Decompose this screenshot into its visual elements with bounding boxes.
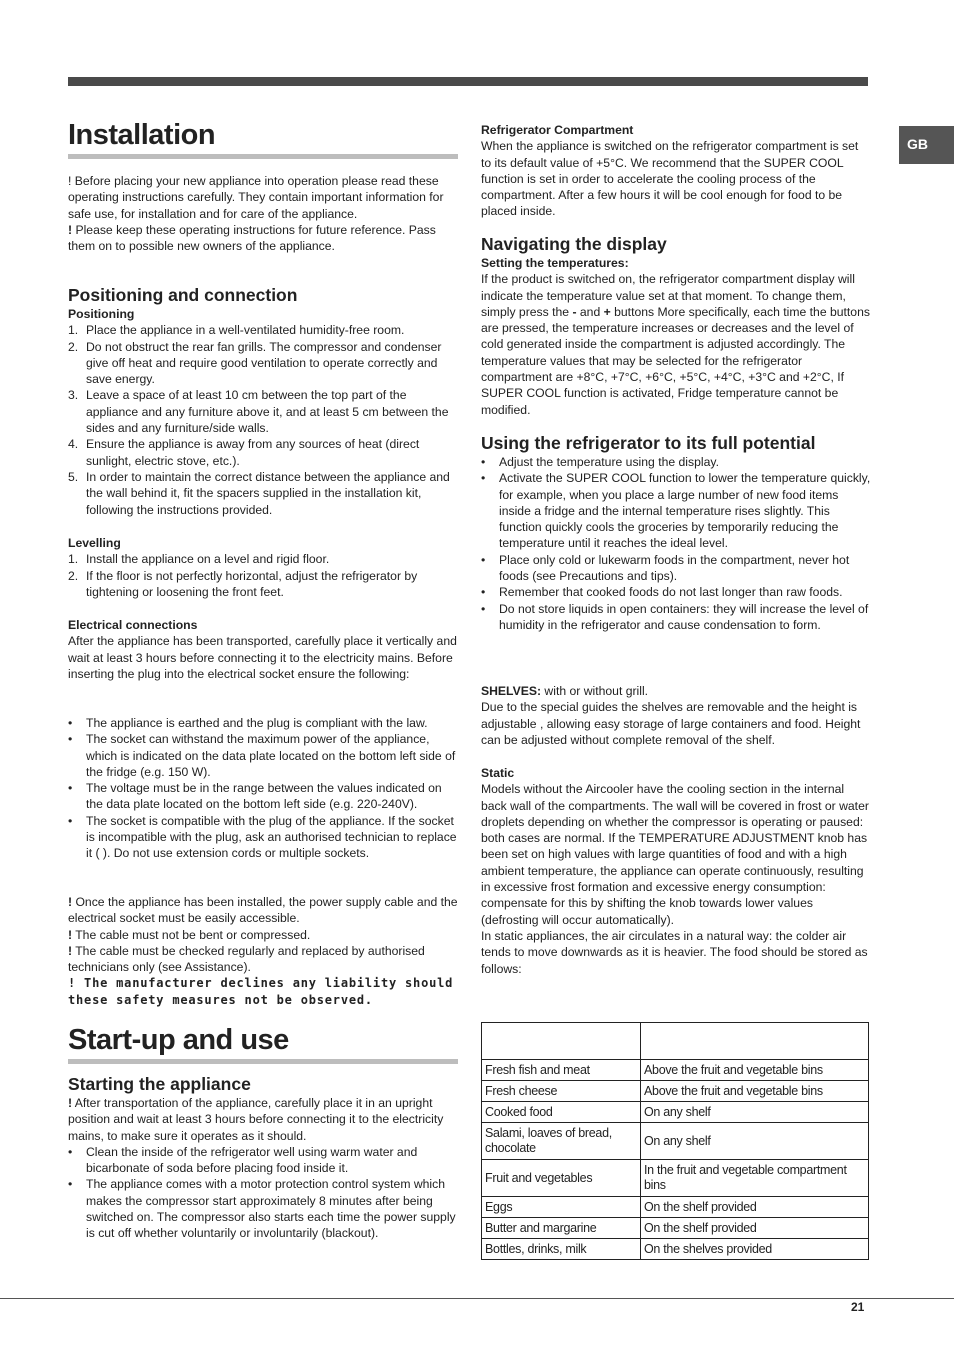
navigating-paragraph [481, 271, 871, 418]
warning-text: The cable must be checked regularly and replaced by authorised technicians only (see Assistance). [68, 943, 425, 975]
table-cell: On any shelf [641, 1123, 869, 1160]
warning-mark: ! [68, 895, 73, 909]
electrical-section [68, 617, 458, 682]
table-cell: On the shelves provided [641, 1239, 869, 1260]
installation-intro [68, 173, 458, 254]
list-item-text: The socket can withstand the maximum power of the appliance, which is indicated on the data plate located on the bottom left side of the fridge (e.g. 150 W). [86, 732, 456, 779]
fridge-subheading: Refrigerator Compartment [481, 123, 634, 137]
starting-heading: Starting the appliance [68, 1074, 251, 1094]
list-item: • The appliance comes with a motor protection control system which makes the compressor start approximately 8 minutes after being switched on. The compressor also starts each time the power supply is cut off whether voluntarily or involuntarily (blackout). [68, 1177, 456, 1241]
table-row [482, 1123, 869, 1160]
table-cell: On the shelf provided [641, 1218, 869, 1239]
warning-text: Once the appliance has been installed, the power supply cable and the electrical socket must be easily accessible. [68, 895, 458, 926]
positioning-section [68, 285, 458, 518]
startup-header [68, 1023, 458, 1064]
installation-header [68, 118, 458, 159]
static-section [481, 765, 871, 977]
list-item: 2. If the floor is not perfectly horizontal, adjust the refrigerator by tightening or loosening the front feet. [68, 568, 418, 599]
installation-title: Installation [68, 119, 216, 151]
using-list [481, 454, 871, 633]
list-item: • Clean the inside of the refrigerator well using warm water and bicarbonate of soda before placing food inside it. [68, 1144, 418, 1176]
table-cell: Above the fruit and vegetable bins [641, 1060, 869, 1081]
list-item: • The voltage must be in the range between the values indicated on the data plate located on the bottom left side (e.g. 220-240V). [68, 781, 442, 812]
list-item-text: Install the appliance on a level and rigid floor. [86, 552, 330, 567]
list-item-text: The voltage must be in the range between the values indicated on the data plate located on the bottom left side (e.g. 220-240V). [86, 781, 442, 812]
list-item-text: The appliance is earthed and the plug is compliant with the law. [86, 716, 428, 730]
nav-text: If the product is switched on, the refrigerator compartment display will indicate the temperature value set at that moment. To change them, simply press the [481, 272, 855, 319]
positioning-list [68, 322, 458, 518]
page-number: 21 [851, 1300, 865, 1314]
list-item-text: The appliance comes with a motor protection control system which makes the compressor start approximately 8 minutes after being switched on. The compressor also starts each time the power supply is cut off whether voluntarily or involuntarily (blackout). [86, 1177, 456, 1241]
warning-text: The cable must not be bent or compressed. [72, 927, 311, 942]
installation-title-rule [68, 154, 458, 159]
list-item: 1. Install the appliance on a level and rigid floor. [68, 552, 330, 567]
table-cell: In the fruit and vegetable compartment bins [641, 1160, 869, 1197]
starting-section [68, 1074, 458, 1242]
fridge-paragraph: When the appliance is switched on the refrigerator compartment is set to its default value of +5°C. We recommend that the SUPER COOL function is set in order to accelerate the cooling process of the compartment. After a few hours it will be cool enough for food to be placed inside. [481, 139, 859, 219]
static-paragraph-2: In static appliances, the air circulates in a natural way: the colder air tends to move downwards as it is heavier. The food should be stored as follows: [481, 928, 868, 976]
table-row [482, 1060, 869, 1081]
intro-paragraph-2 [68, 222, 458, 255]
navigating-heading: Navigating the display [481, 234, 667, 254]
footer-rule [0, 1298, 954, 1299]
list-item: • Place only cold or lukewarm foods in the compartment, never hot foods (see Precautions and tips). [481, 552, 850, 584]
startup-title-rule [68, 1059, 458, 1064]
list-item: • Do not store liquids in open containers: they will increase the level of humidity in the refrigerator and cause condensation to form. [481, 601, 869, 632]
setting-temperatures-subheading: Setting the temperatures: [481, 256, 629, 270]
table-cell: Salami, loaves of bread, chocolate [482, 1123, 641, 1160]
nav-text: buttons More specifically, each time the buttons are pressed, the temperature increases or decreases and the level of cold generated inside the compartment is adjusted accordingly. The temperature values that may be selected for the refrigerator compartment are +8°C, +7°C, +6°C, +5°C, +4°C, +3°C and +2°C, If SUPER COOL function is activated, Fridge temperature cannot be modified. [481, 304, 870, 417]
list-item-text: If the floor is not perfectly horizontal, adjust the refrigerator by tightening or loosening the front feet. [86, 568, 418, 599]
list-item: • Activate the SUPER COOL function to lower the temperature quickly, for example, when you place a large number of new food items inside a fridge and the internal temperature rises slightly. This function quickly cools the groceries by temporarily reducing the temperature until it reaches the ideal level. [481, 471, 871, 551]
list-item-text: In order to maintain the correct distance between the appliance and the wall behind it, fit the spacers supplied in the installation kit, following the instructions provided. [86, 469, 450, 517]
plus-symbol: + [603, 304, 611, 319]
intro-paragraph-1: ! Before placing your new appliance into operation please read these operating instructions carefully. They contain important information for safe use, for installation and for care of the appliance. [68, 174, 444, 221]
positioning-subheading: Positioning [68, 307, 135, 321]
list-item: • The appliance is earthed and the plug is compliant with the law. [68, 716, 428, 730]
language-tab: GB [899, 126, 954, 164]
list-item-text: Place only cold or lukewarm foods in the compartment, never hot foods (see Precautions and tips). [499, 552, 850, 584]
table-row [482, 1218, 869, 1239]
list-item-text: Do not store liquids in open containers: they will increase the level of humidity in the refrigerator and cause condensation to form. [499, 601, 869, 632]
shelves-inline-text: with or without grill. [541, 684, 649, 698]
table-header-row [482, 1023, 869, 1060]
shelves-section [481, 683, 871, 748]
table-cell: Fresh cheese [482, 1081, 641, 1102]
warning-line [68, 927, 458, 943]
levelling-list [68, 551, 458, 600]
table-row [482, 1102, 869, 1123]
table-cell: Cooked food [482, 1102, 641, 1123]
list-item-text: Ensure the appliance is away from any sources of heat (direct sunlight, electric stove, etc.). [86, 437, 420, 468]
starting-paragraph [68, 1095, 458, 1144]
starting-paragraph-text: After transportation of the appliance, carefully place it in an upright position and wait at least 3 hours before connecting it to the electricity mains, to make sure it operates as it should. [68, 1096, 444, 1143]
list-item: • Adjust the temperature using the display. [481, 455, 719, 469]
table-cell: On the shelf provided [641, 1197, 869, 1218]
levelling-subheading: Levelling [68, 536, 121, 550]
table-row [482, 1197, 869, 1218]
levelling-section [68, 535, 458, 600]
warning-line [68, 943, 458, 976]
shelves-label: SHELVES: [481, 684, 542, 698]
table-row [482, 1160, 869, 1197]
nav-text: and [576, 304, 604, 319]
shelves-line [481, 683, 871, 699]
electrical-list [68, 715, 458, 862]
list-item: 2. Do not obstruct the rear fan grills. The compressor and condenser give off heat and require good ventilation to operate correctly and save energy. [68, 339, 442, 387]
table-cell: Above the fruit and vegetable bins [641, 1081, 869, 1102]
list-item: 1. Place the appliance in a well-ventilated humidity-free room. [68, 323, 405, 338]
table-cell: Fresh fish and meat [482, 1060, 641, 1081]
table-cell: On any shelf [641, 1102, 869, 1123]
navigating-section [481, 234, 871, 418]
liability-notice: ! The manufacturer declines any liability should these safety measures not be observed. [68, 976, 454, 1007]
list-item-text: The socket is compatible with the plug of the appliance. If the socket is incompatible with the plug, ask an authorised technician to replace it ( ). Do not use extension cords or multiple sockets. [86, 813, 457, 861]
starting-list [68, 1144, 458, 1242]
list-item-text: Adjust the temperature using the display. [499, 455, 719, 469]
electrical-checklist [68, 715, 458, 862]
list-item-text: Activate the SUPER COOL function to lower the temperature quickly, for example, when you place a large number of new food items inside a fridge and the internal temperature rises slightly. This function quickly cools the groceries by temporarily reducing the temperature until it reaches the ideal level. [499, 471, 871, 551]
list-item-text: Leave a space of at least 10 cm between the top part of the appliance and any furniture above it, and at least 5 cm between the sides and any furniture/side walls. [86, 388, 449, 436]
list-item: 4. Ensure the appliance is away from any sources of heat (direct sunlight, electric stove, etc.). [68, 437, 420, 468]
table-cell: Bottles, drinks, milk [482, 1239, 641, 1260]
minus-symbol: - [572, 304, 577, 319]
positioning-heading: Positioning and connection [68, 285, 298, 305]
static-subheading: Static [481, 766, 515, 780]
warning-mark: ! [68, 943, 73, 958]
list-item: 3. Leave a space of at least 10 cm between the top part of the appliance and any furniture above it, and at least 5 cm between the sides and any furniture/side walls. [68, 388, 449, 436]
table-cell [482, 1023, 641, 1060]
fridge-compartment-section [481, 122, 871, 220]
warning-line [68, 894, 458, 927]
table-cell: Eggs [482, 1197, 641, 1218]
table-cell [641, 1023, 869, 1060]
list-item-text: Remember that cooked foods do not last longer than raw foods. [499, 585, 843, 600]
food-storage-table [481, 1022, 869, 1260]
static-paragraph-1: Models without the Aircooler have the cooling section in the internal back wall of the compartments. The wall will be covered in frost or water droplets depending on whether the compressor is operating or paused: both cases are normal. If the TEMPERATURE ADJUSTMENT knob has been set on high values with large quantities of food and with a high ambient temperature, the appliance can operate continuously, resulting in excessive frost formation and excessive energy consumption: compensate for this by shifting the knob towards lower values (defrosting will occur automatically). [481, 782, 869, 927]
header-rule [68, 77, 868, 86]
electrical-subheading: Electrical connections [68, 618, 198, 632]
list-item: • Remember that cooked foods do not last longer than raw foods. [481, 585, 843, 600]
list-item-text: Clean the inside of the refrigerator well using warm water and bicarbonate of soda before placing food inside it. [86, 1144, 418, 1176]
safety-warnings [68, 894, 458, 1008]
table-cell: Fruit and vegetables [482, 1160, 641, 1197]
list-item: 5. In order to maintain the correct distance between the appliance and the wall behind it, fit the spacers supplied in the installation kit, following the instructions provided. [68, 469, 450, 517]
list-item: • The socket is compatible with the plug of the appliance. If the socket is incompatible with the plug, ask an authorised technician to replace it ( ). Do not use extension cords or multiple sockets. [68, 813, 457, 861]
intro-paragraph-2-text: Please keep these operating instructions for future reference. Pass them on to possible new owners of the appliance. [68, 222, 436, 254]
warning-mark: ! [68, 1096, 73, 1110]
startup-title: Start-up and use [68, 1024, 289, 1056]
list-item: • The socket can withstand the maximum power of the appliance, which is indicated on the data plate located on the bottom left side of the fridge (e.g. 150 W). [68, 732, 456, 779]
shelves-paragraph: Due to the special guides the shelves are removable and the height is adjustable , allowing easy storage of large containers and food. Height can be adjusted without complete removal of the shelf. [481, 700, 861, 747]
using-heading: Using the refrigerator to its full potential [481, 433, 816, 453]
list-item-text: Place the appliance in a well-ventilated humidity-free room. [86, 323, 405, 338]
table-row [482, 1081, 869, 1102]
warning-mark: ! [68, 222, 73, 237]
list-item-text: Do not obstruct the rear fan grills. The compressor and condenser give off heat and require good ventilation to operate correctly and save energy. [86, 339, 442, 387]
using-section [481, 433, 871, 633]
table-row [482, 1239, 869, 1260]
warning-mark: ! [68, 927, 73, 942]
electrical-paragraph: After the appliance has been transported, carefully place it vertically and wait at least 3 hours before connecting it to the electricity mains. Before inserting the plug into the electrical socket ensure the following: [68, 634, 457, 681]
table-cell: Butter and margarine [482, 1218, 641, 1239]
